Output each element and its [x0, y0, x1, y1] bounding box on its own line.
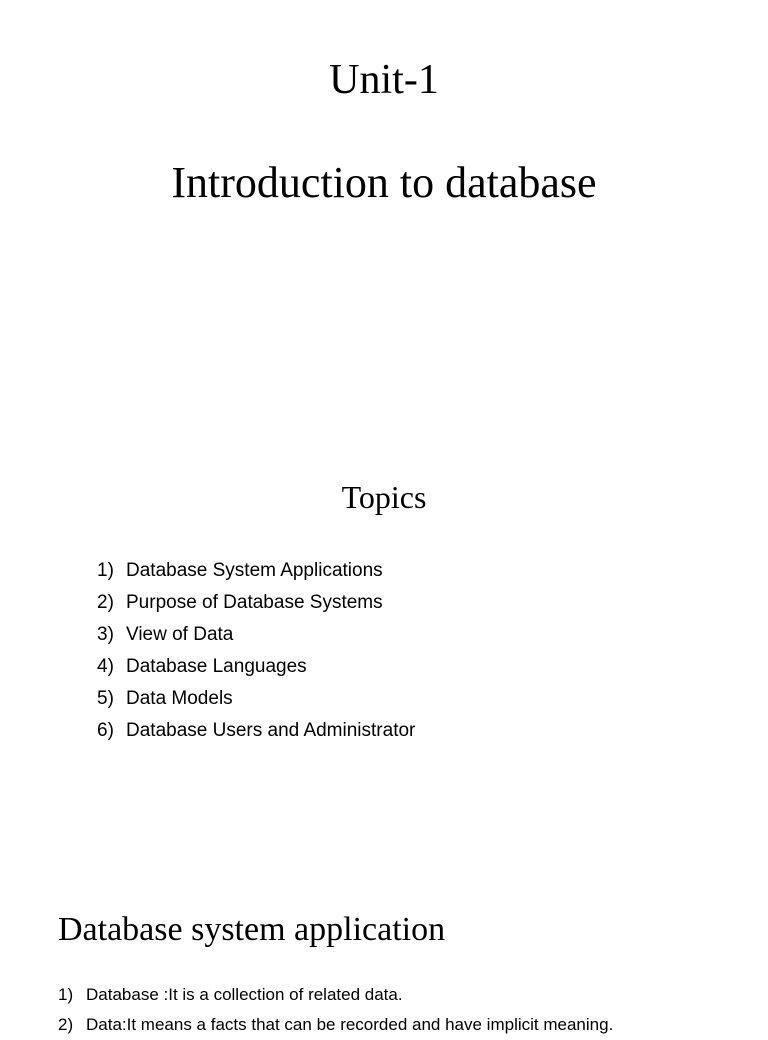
topic-text: Database Users and Administrator [126, 720, 416, 741]
definition-number: 2) [58, 1015, 74, 1034]
topic-number: 5) [97, 688, 114, 709]
topic-item [97, 684, 415, 716]
definition-list [58, 980, 613, 1040]
topic-number: 6) [97, 720, 114, 741]
topic-text: View of Data [126, 624, 234, 645]
definition-item [58, 1010, 613, 1040]
definition-text: Data:It means a facts that can be recorded and have implicit meaning. [86, 1015, 614, 1034]
definition-number: 1) [58, 985, 74, 1004]
topics-heading: Topics [341, 479, 427, 515]
topic-item [97, 620, 415, 652]
topic-number: 2) [97, 592, 114, 613]
topic-item [97, 588, 415, 620]
topic-item [97, 652, 415, 684]
topic-item [97, 716, 415, 748]
topic-number: 4) [97, 656, 114, 677]
definition-item [58, 980, 613, 1010]
topic-text: Database Languages [126, 656, 307, 677]
section-heading: Database system application [58, 911, 446, 948]
definition-text: Database :It is a collection of related data. [86, 985, 403, 1004]
topics-list [97, 556, 415, 748]
unit-title: Unit-1 [329, 57, 439, 103]
topic-text: Database System Applications [126, 560, 383, 581]
topic-number: 3) [97, 624, 114, 645]
topic-text: Data Models [126, 688, 233, 709]
topic-text: Purpose of Database Systems [126, 592, 383, 613]
topic-number: 1) [97, 560, 114, 581]
page-title: Introduction to database [171, 158, 597, 207]
topic-item [97, 556, 415, 588]
